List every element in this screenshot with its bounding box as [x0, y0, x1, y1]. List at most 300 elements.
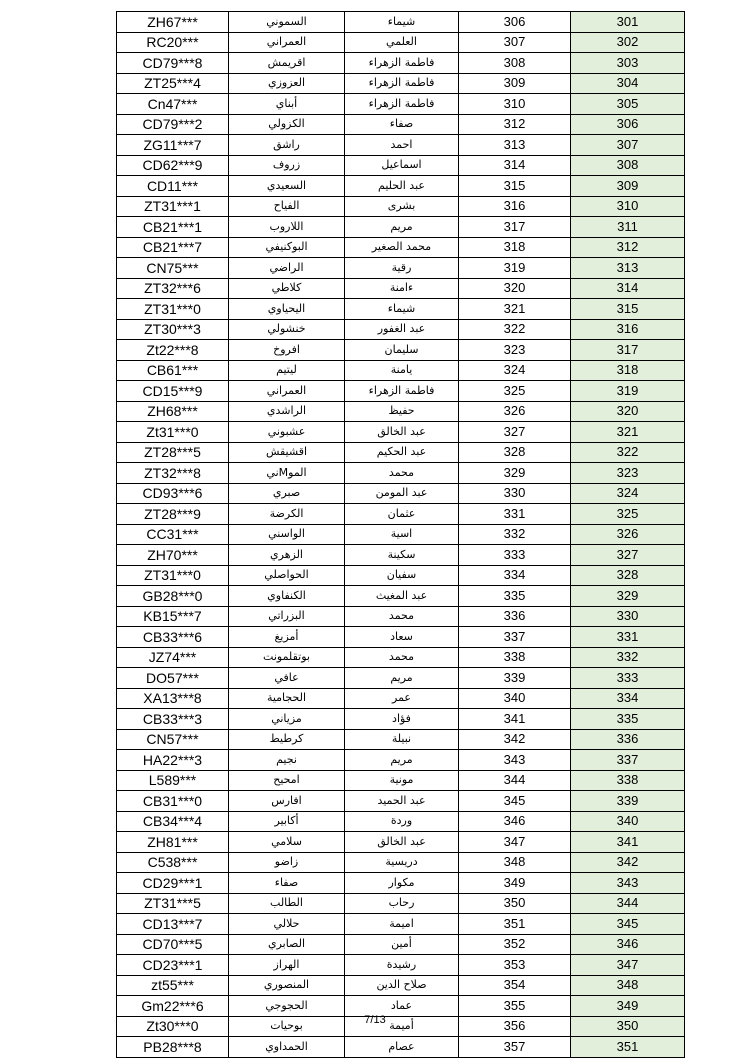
- cell-rank: 312: [571, 237, 685, 258]
- table-row: [117, 565, 685, 586]
- cell-first-name: محمد: [345, 606, 459, 627]
- table-row: [117, 832, 685, 853]
- cell-id-code: CN75***: [117, 258, 229, 279]
- cell-id-code: CN57***: [117, 729, 229, 750]
- cell-id-code: C538***: [117, 852, 229, 873]
- cell-last-name: الزهري: [229, 545, 345, 566]
- cell-rank: 315: [571, 299, 685, 320]
- cell-last-name: العمراني: [229, 381, 345, 402]
- cell-rank: 311: [571, 217, 685, 238]
- cell-last-name: راشق: [229, 135, 345, 156]
- cell-number: 355: [459, 996, 571, 1017]
- cell-last-name: كلاطي: [229, 278, 345, 299]
- table-row: [117, 442, 685, 463]
- cell-last-name: بوحيات: [229, 1016, 345, 1037]
- table-row: [117, 94, 685, 115]
- cell-number: 346: [459, 811, 571, 832]
- cell-last-name: البوكنيفي: [229, 237, 345, 258]
- cell-id-code: ZT28***9: [117, 504, 229, 525]
- cell-first-name: حفيظ: [345, 401, 459, 422]
- cell-number: 308: [459, 53, 571, 74]
- cell-rank: 323: [571, 463, 685, 484]
- cell-id-code: CD93***6: [117, 483, 229, 504]
- cell-number: 357: [459, 1037, 571, 1058]
- cell-first-name: مريم: [345, 750, 459, 771]
- cell-last-name: الحجامية: [229, 688, 345, 709]
- cell-rank: 325: [571, 504, 685, 525]
- cell-last-name: اللاروب: [229, 217, 345, 238]
- cell-rank: 341: [571, 832, 685, 853]
- cell-rank: 351: [571, 1037, 685, 1058]
- cell-last-name: زروف: [229, 155, 345, 176]
- cell-first-name: عماد: [345, 996, 459, 1017]
- cell-id-code: ZH81***: [117, 832, 229, 853]
- cell-id-code: CB34***4: [117, 811, 229, 832]
- cell-number: 339: [459, 668, 571, 689]
- cell-last-name: الراشدي: [229, 401, 345, 422]
- cell-id-code: CB31***0: [117, 791, 229, 812]
- cell-first-name: رشيدة: [345, 955, 459, 976]
- cell-number: 319: [459, 258, 571, 279]
- cell-id-code: DO57***: [117, 668, 229, 689]
- cell-last-name: الكرضة: [229, 504, 345, 525]
- cell-id-code: CD79***8: [117, 53, 229, 74]
- cell-id-code: ZT32***8: [117, 463, 229, 484]
- cell-last-name: اليحياوي: [229, 299, 345, 320]
- cell-first-name: صفاء: [345, 114, 459, 135]
- cell-last-name: الموMني: [229, 463, 345, 484]
- cell-number: 313: [459, 135, 571, 156]
- cell-rank: 327: [571, 545, 685, 566]
- table-row: [117, 688, 685, 709]
- table-row: [117, 996, 685, 1017]
- cell-rank: 316: [571, 319, 685, 340]
- cell-last-name: نجيم: [229, 750, 345, 771]
- cell-number: 356: [459, 1016, 571, 1037]
- table-row: [117, 196, 685, 217]
- cell-number: 354: [459, 975, 571, 996]
- results-table: [116, 11, 685, 1058]
- cell-id-code: ZH68***: [117, 401, 229, 422]
- cell-rank: 332: [571, 647, 685, 668]
- cell-number: 322: [459, 319, 571, 340]
- cell-last-name: الواسني: [229, 524, 345, 545]
- table-row: [117, 360, 685, 381]
- cell-number: 326: [459, 401, 571, 422]
- cell-first-name: رقية: [345, 258, 459, 279]
- cell-rank: 329: [571, 586, 685, 607]
- table-row: [117, 258, 685, 279]
- cell-first-name: محمد: [345, 463, 459, 484]
- cell-last-name: المنصوري: [229, 975, 345, 996]
- table-row: [117, 647, 685, 668]
- cell-number: 347: [459, 832, 571, 853]
- table-row: [117, 278, 685, 299]
- cell-number: 315: [459, 176, 571, 197]
- cell-rank: 347: [571, 955, 685, 976]
- cell-number: 341: [459, 709, 571, 730]
- cell-id-code: HA22***3: [117, 750, 229, 771]
- cell-last-name: الحمداوي: [229, 1037, 345, 1058]
- table-row: [117, 914, 685, 935]
- table-row: [117, 709, 685, 730]
- table-row: [117, 12, 685, 33]
- cell-first-name: شيماء: [345, 299, 459, 320]
- cell-last-name: صفاء: [229, 873, 345, 894]
- cell-number: 342: [459, 729, 571, 750]
- cell-id-code: CB21***7: [117, 237, 229, 258]
- cell-id-code: CB21***1: [117, 217, 229, 238]
- cell-number: 327: [459, 422, 571, 443]
- cell-number: 340: [459, 688, 571, 709]
- cell-rank: 345: [571, 914, 685, 935]
- cell-rank: 324: [571, 483, 685, 504]
- table-row: [117, 114, 685, 135]
- cell-id-code: ZT31***1: [117, 196, 229, 217]
- cell-last-name: حلالي: [229, 914, 345, 935]
- cell-rank: 348: [571, 975, 685, 996]
- cell-rank: 304: [571, 73, 685, 94]
- cell-number: 330: [459, 483, 571, 504]
- cell-rank: 333: [571, 668, 685, 689]
- table-row: [117, 873, 685, 894]
- cell-id-code: Zt30***0: [117, 1016, 229, 1037]
- cell-rank: 344: [571, 893, 685, 914]
- cell-first-name: احمد: [345, 135, 459, 156]
- cell-rank: 331: [571, 627, 685, 648]
- cell-first-name: عصام: [345, 1037, 459, 1058]
- cell-number: 309: [459, 73, 571, 94]
- table-row: [117, 463, 685, 484]
- cell-id-code: ZT30***3: [117, 319, 229, 340]
- cell-last-name: افارس: [229, 791, 345, 812]
- table-row: [117, 852, 685, 873]
- cell-first-name: وردة: [345, 811, 459, 832]
- cell-last-name: البزراتي: [229, 606, 345, 627]
- cell-first-name: بشرى: [345, 196, 459, 217]
- cell-last-name: صبري: [229, 483, 345, 504]
- table-row: [117, 975, 685, 996]
- cell-number: 323: [459, 340, 571, 361]
- cell-id-code: PB28***8: [117, 1037, 229, 1058]
- cell-rank: 342: [571, 852, 685, 873]
- cell-last-name: العمراني: [229, 32, 345, 53]
- cell-first-name: فاطمة الزهراء: [345, 53, 459, 74]
- cell-last-name: افروخ: [229, 340, 345, 361]
- cell-first-name: مريم: [345, 217, 459, 238]
- cell-number: 348: [459, 852, 571, 873]
- cell-first-name: عبد المومن: [345, 483, 459, 504]
- table-row: [117, 893, 685, 914]
- cell-number: 333: [459, 545, 571, 566]
- cell-first-name: عبد الحميد: [345, 791, 459, 812]
- cell-last-name: كرطيط: [229, 729, 345, 750]
- cell-first-name: اسماعيل: [345, 155, 459, 176]
- cell-number: 345: [459, 791, 571, 812]
- cell-first-name: عبد الخالق: [345, 832, 459, 853]
- table-row: [117, 135, 685, 156]
- cell-first-name: صلاح الدين: [345, 975, 459, 996]
- cell-id-code: Zt22***8: [117, 340, 229, 361]
- cell-last-name: الطالب: [229, 893, 345, 914]
- cell-number: 321: [459, 299, 571, 320]
- cell-first-name: دريسية: [345, 852, 459, 873]
- cell-number: 317: [459, 217, 571, 238]
- cell-first-name: شيماء: [345, 12, 459, 33]
- cell-last-name: الكنفاوي: [229, 586, 345, 607]
- cell-first-name: سفيان: [345, 565, 459, 586]
- cell-first-name: عمر: [345, 688, 459, 709]
- cell-number: 314: [459, 155, 571, 176]
- cell-first-name: اسية: [345, 524, 459, 545]
- table-row: [117, 955, 685, 976]
- cell-rank: 350: [571, 1016, 685, 1037]
- cell-number: 343: [459, 750, 571, 771]
- cell-number: 353: [459, 955, 571, 976]
- table-row: [117, 586, 685, 607]
- cell-id-code: JZ74***: [117, 647, 229, 668]
- cell-number: 312: [459, 114, 571, 135]
- cell-last-name: مزياني: [229, 709, 345, 730]
- cell-number: 307: [459, 32, 571, 53]
- table-row: [117, 299, 685, 320]
- cell-first-name: العلمي: [345, 32, 459, 53]
- cell-id-code: CB33***3: [117, 709, 229, 730]
- table-row: [117, 934, 685, 955]
- cell-id-code: CD29***1: [117, 873, 229, 894]
- cell-id-code: ZT32***6: [117, 278, 229, 299]
- cell-id-code: CD23***1: [117, 955, 229, 976]
- cell-id-code: zt55***: [117, 975, 229, 996]
- cell-number: 310: [459, 94, 571, 115]
- cell-rank: 317: [571, 340, 685, 361]
- cell-last-name: أكابير: [229, 811, 345, 832]
- table-row: [117, 422, 685, 443]
- cell-id-code: ZH67***: [117, 12, 229, 33]
- table-row: [117, 750, 685, 771]
- cell-first-name: محمد الصغير: [345, 237, 459, 258]
- table-row: [117, 504, 685, 525]
- cell-last-name: الصابري: [229, 934, 345, 955]
- cell-last-name: سلامي: [229, 832, 345, 853]
- cell-first-name: سليمان: [345, 340, 459, 361]
- cell-id-code: L589***: [117, 770, 229, 791]
- table-row: [117, 340, 685, 361]
- cell-id-code: ZT28***5: [117, 442, 229, 463]
- cell-rank: 321: [571, 422, 685, 443]
- table-row: [117, 401, 685, 422]
- cell-rank: 334: [571, 688, 685, 709]
- table-row: [117, 73, 685, 94]
- cell-last-name: الحواصلي: [229, 565, 345, 586]
- table-row: [117, 606, 685, 627]
- cell-last-name: السموني: [229, 12, 345, 33]
- cell-first-name: فاطمة الزهراء: [345, 73, 459, 94]
- cell-id-code: ZT31***0: [117, 299, 229, 320]
- cell-number: 320: [459, 278, 571, 299]
- cell-rank: 313: [571, 258, 685, 279]
- cell-rank: 343: [571, 873, 685, 894]
- cell-last-name: زاضو: [229, 852, 345, 873]
- cell-rank: 301: [571, 12, 685, 33]
- cell-id-code: Gm22***6: [117, 996, 229, 1017]
- cell-number: 316: [459, 196, 571, 217]
- cell-first-name: نبيلة: [345, 729, 459, 750]
- cell-last-name: اقشيقش: [229, 442, 345, 463]
- cell-id-code: CD70***5: [117, 934, 229, 955]
- cell-first-name: يامنة: [345, 360, 459, 381]
- cell-rank: 305: [571, 94, 685, 115]
- cell-last-name: امحيح: [229, 770, 345, 791]
- cell-number: 332: [459, 524, 571, 545]
- cell-id-code: CC31***: [117, 524, 229, 545]
- cell-id-code: CB61***: [117, 360, 229, 381]
- cell-first-name: سعاد: [345, 627, 459, 648]
- cell-rank: 314: [571, 278, 685, 299]
- table-row: [117, 237, 685, 258]
- cell-first-name: سكينة: [345, 545, 459, 566]
- table-row: [117, 524, 685, 545]
- results-table-body: [117, 12, 685, 1058]
- table-row: [117, 32, 685, 53]
- cell-first-name: فاطمة الزهراء: [345, 94, 459, 115]
- cell-first-name: عبد الحكيم: [345, 442, 459, 463]
- cell-id-code: ZT31***5: [117, 893, 229, 914]
- cell-first-name: عبد الخالق: [345, 422, 459, 443]
- table-row: [117, 217, 685, 238]
- cell-last-name: الفياح: [229, 196, 345, 217]
- cell-last-name: الهراز: [229, 955, 345, 976]
- cell-first-name: أميمة: [345, 1016, 459, 1037]
- cell-rank: 307: [571, 135, 685, 156]
- cell-first-name: مريم: [345, 668, 459, 689]
- cell-first-name: مونية: [345, 770, 459, 791]
- table-row: [117, 791, 685, 812]
- cell-first-name: مكوار: [345, 873, 459, 894]
- cell-number: 306: [459, 12, 571, 33]
- page-number: 7/13: [364, 1014, 386, 1026]
- cell-first-name: فؤاد: [345, 709, 459, 730]
- cell-rank: 330: [571, 606, 685, 627]
- cell-rank: 318: [571, 360, 685, 381]
- cell-first-name: عبد الغفور: [345, 319, 459, 340]
- table-row: [117, 811, 685, 832]
- cell-id-code: CD11***: [117, 176, 229, 197]
- cell-first-name: ءامنة: [345, 278, 459, 299]
- cell-rank: 320: [571, 401, 685, 422]
- cell-rank: 309: [571, 176, 685, 197]
- cell-last-name: بوتقلمونت: [229, 647, 345, 668]
- table-row: [117, 770, 685, 791]
- cell-id-code: ZH70***: [117, 545, 229, 566]
- cell-last-name: اقريمش: [229, 53, 345, 74]
- cell-id-code: ZT31***0: [117, 565, 229, 586]
- cell-id-code: XA13***8: [117, 688, 229, 709]
- cell-number: 336: [459, 606, 571, 627]
- cell-rank: 322: [571, 442, 685, 463]
- cell-id-code: CD79***2: [117, 114, 229, 135]
- cell-last-name: الكزولي: [229, 114, 345, 135]
- cell-id-code: Zt31***0: [117, 422, 229, 443]
- table-row: [117, 627, 685, 648]
- cell-rank: 326: [571, 524, 685, 545]
- table-row: [117, 381, 685, 402]
- cell-last-name: أبناي: [229, 94, 345, 115]
- cell-last-name: السعيدي: [229, 176, 345, 197]
- cell-first-name: اميمة: [345, 914, 459, 935]
- table-row: [117, 668, 685, 689]
- cell-id-code: ZT25***4: [117, 73, 229, 94]
- cell-first-name: عبد الحليم: [345, 176, 459, 197]
- cell-last-name: ليتيم: [229, 360, 345, 381]
- cell-rank: 319: [571, 381, 685, 402]
- cell-rank: 346: [571, 934, 685, 955]
- cell-first-name: محمد: [345, 647, 459, 668]
- cell-number: 325: [459, 381, 571, 402]
- cell-number: 350: [459, 893, 571, 914]
- cell-rank: 306: [571, 114, 685, 135]
- cell-rank: 340: [571, 811, 685, 832]
- cell-first-name: فاطمة الزهراء: [345, 381, 459, 402]
- cell-number: 344: [459, 770, 571, 791]
- table-row: [117, 176, 685, 197]
- table-row: [117, 483, 685, 504]
- cell-id-code: KB15***7: [117, 606, 229, 627]
- cell-last-name: عشبوني: [229, 422, 345, 443]
- cell-id-code: CD15***9: [117, 381, 229, 402]
- cell-last-name: الحجوجي: [229, 996, 345, 1017]
- cell-rank: 338: [571, 770, 685, 791]
- cell-id-code: CD62***9: [117, 155, 229, 176]
- cell-number: 349: [459, 873, 571, 894]
- cell-last-name: خنشولي: [229, 319, 345, 340]
- cell-number: 338: [459, 647, 571, 668]
- table-row: [117, 53, 685, 74]
- cell-first-name: عبد المغيث: [345, 586, 459, 607]
- cell-rank: 328: [571, 565, 685, 586]
- cell-number: 329: [459, 463, 571, 484]
- cell-id-code: CB33***6: [117, 627, 229, 648]
- cell-rank: 303: [571, 53, 685, 74]
- cell-number: 352: [459, 934, 571, 955]
- cell-rank: 349: [571, 996, 685, 1017]
- table-row: [117, 319, 685, 340]
- cell-rank: 310: [571, 196, 685, 217]
- cell-number: 331: [459, 504, 571, 525]
- cell-rank: 308: [571, 155, 685, 176]
- cell-first-name: عثمان: [345, 504, 459, 525]
- cell-number: 328: [459, 442, 571, 463]
- cell-rank: 336: [571, 729, 685, 750]
- cell-number: 324: [459, 360, 571, 381]
- table-row: [117, 155, 685, 176]
- cell-rank: 337: [571, 750, 685, 771]
- cell-number: 318: [459, 237, 571, 258]
- cell-number: 334: [459, 565, 571, 586]
- table-row: [117, 545, 685, 566]
- cell-last-name: عافي: [229, 668, 345, 689]
- cell-first-name: أمين: [345, 934, 459, 955]
- cell-last-name: أمزيغ: [229, 627, 345, 648]
- cell-first-name: رحاب: [345, 893, 459, 914]
- cell-last-name: العزوزي: [229, 73, 345, 94]
- cell-number: 337: [459, 627, 571, 648]
- cell-number: 351: [459, 914, 571, 935]
- cell-rank: 339: [571, 791, 685, 812]
- cell-id-code: GB28***0: [117, 586, 229, 607]
- cell-id-code: Cn47***: [117, 94, 229, 115]
- cell-id-code: RC20***: [117, 32, 229, 53]
